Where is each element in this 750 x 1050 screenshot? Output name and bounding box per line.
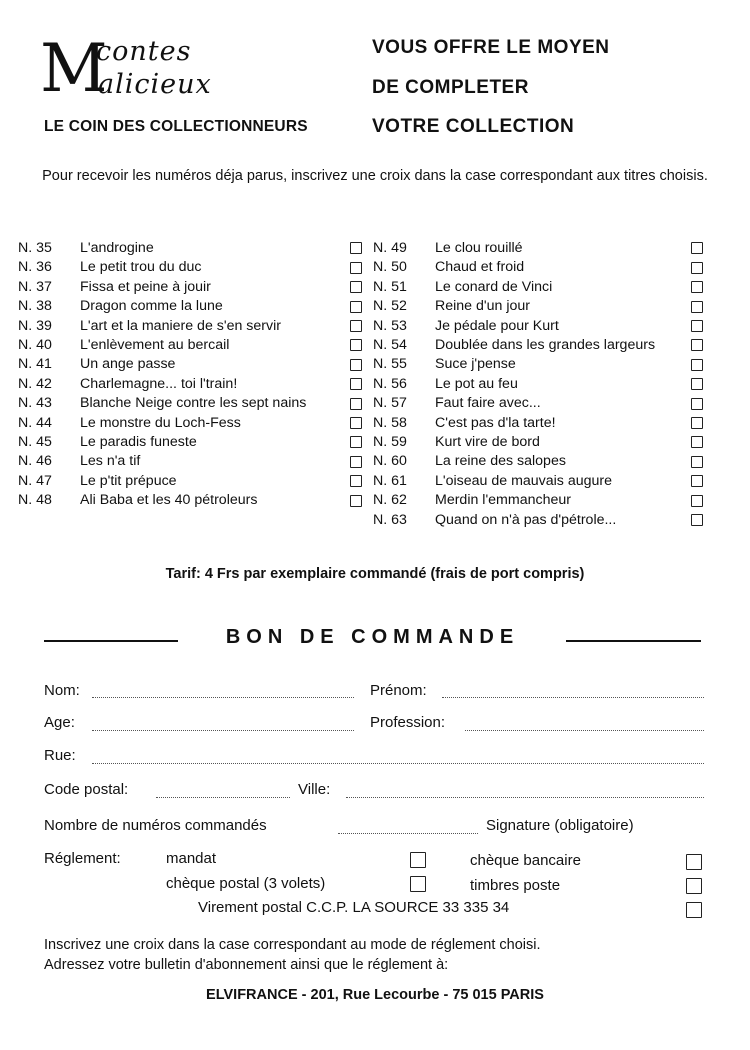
issue-item [18,491,368,510]
issue-title: Je pédale pour Kurt [435,317,559,334]
issue-checkbox[interactable] [350,339,362,351]
logo-initial: M [40,30,108,107]
issue-title: Le paradis funeste [80,434,197,451]
issue-checkbox[interactable] [350,398,362,410]
issue-number: N. 55 [373,356,407,373]
offer-line-1: VOUS OFFRE LE MOYEN [372,37,610,58]
code-postal-field[interactable] [156,797,290,798]
issue-item [18,355,368,374]
issue-title: Le monstre du Loch-Fess [80,414,241,431]
nom-field[interactable] [92,697,354,698]
issue-item [373,278,713,297]
issue-title: L'enlèvement au bercail [80,337,230,354]
rue-field[interactable] [92,763,704,764]
postal-address: ELVIFRANCE - 201, Rue Lecourbe - 75 015 PARIS [206,987,544,1003]
issue-title: L'oiseau de mauvais augure [435,472,613,489]
issue-item [373,433,713,452]
issue-item [373,452,713,471]
issue-checkbox[interactable] [691,495,703,507]
timbres-label: timbres poste [470,877,561,894]
issue-number: N. 48 [18,492,52,509]
logo-word-malicieux: alicieux [98,69,212,100]
address-instruction: Adressez votre bulletin d'abonnement ainsi que le réglement à: [44,957,449,973]
issue-item [18,297,368,316]
issue-checkbox[interactable] [350,495,362,507]
virement-label: Virement postal C.C.P. LA SOURCE 33 335 34 [198,899,510,916]
offer-line-2: DE COMPLETER [372,77,529,98]
virement-checkbox[interactable] [686,902,702,918]
nombre-field[interactable] [338,833,478,834]
offer-line-3: VOTRE COLLECTION [372,116,575,137]
issue-item [373,511,713,530]
cheque-postal-checkbox[interactable] [410,876,426,892]
issue-checkbox[interactable] [691,436,703,448]
issue-number: N. 44 [18,414,52,431]
issue-item [373,472,713,491]
cheque-bancaire-checkbox[interactable] [686,854,702,870]
issue-number: N. 41 [18,356,52,373]
issue-checkbox[interactable] [350,301,362,313]
issue-number: N. 43 [18,395,52,412]
issue-title: Le clou rouillé [435,240,523,256]
issue-title: Chaud et froid [435,259,525,276]
issue-title: Ali Baba et les 40 pétroleurs [80,492,258,509]
issue-checkbox[interactable] [691,514,703,526]
issue-checkbox[interactable] [691,475,703,487]
issue-number: N. 51 [373,278,407,295]
issue-checkbox[interactable] [350,436,362,448]
issue-number: N. 62 [373,492,407,509]
title-rule-left [44,640,178,642]
issue-number: N. 57 [373,395,407,412]
prenom-field[interactable] [442,697,704,698]
issue-title: Le p'tit prépuce [80,472,177,489]
age-field[interactable] [92,730,354,731]
title-rule-right [566,640,701,642]
profession-field[interactable] [465,730,704,731]
issue-number: N. 46 [18,453,52,470]
issue-checkbox[interactable] [350,475,362,487]
profession-label: Profession: [370,714,446,731]
section-title: LE COIN DES COLLECTIONNEURS [44,118,308,135]
issue-number: N. 40 [18,337,52,354]
issue-item [18,278,368,297]
issue-item [373,336,713,355]
issue-number: N. 52 [373,298,407,315]
issue-item [373,239,713,258]
issue-title: L'art et la maniere de s'en servir [80,317,281,334]
issue-title: Merdin l'emmancheur [435,492,571,509]
issue-checkbox[interactable] [691,242,703,254]
ville-field[interactable] [346,797,704,798]
issue-title: Kurt vire de bord [435,434,540,451]
issue-number: N. 63 [373,511,407,528]
issue-number: N. 50 [373,259,407,276]
signature-label: Signature (obligatoire) [486,817,634,834]
issue-number: N. 54 [373,337,407,354]
issue-number: N. 59 [373,434,407,451]
rue-label: Rue: [44,747,76,764]
issue-title: Un ange passe [80,356,176,373]
issue-item [18,452,368,471]
issue-number: N. 56 [373,375,407,392]
issue-number: N. 36 [18,259,52,276]
issue-title: Le pot au feu [435,375,518,392]
issue-title: Doublée dans les grandes largeurs [435,337,656,354]
issue-number: N. 35 [18,240,52,256]
issue-number: N. 45 [18,434,52,451]
issue-title: Le conard de Vinci [435,278,553,295]
issue-item [373,355,713,374]
issue-title: Le petit trou du duc [80,259,202,276]
issue-checkbox[interactable] [691,320,703,332]
issue-number: N. 58 [373,414,407,431]
issue-checkbox[interactable] [350,281,362,293]
issue-number: N. 38 [18,298,52,315]
issue-checkbox[interactable] [691,417,703,429]
issue-number: N. 39 [18,317,52,334]
instruction-note: Inscrivez une croix dans la case correspondant au mode de réglement choisi. [44,937,541,953]
issue-item [18,394,368,413]
price-note: Tarif: 4 Frs par exemplaire commandé (frais de port compris) [165,566,585,582]
issue-checkbox[interactable] [350,359,362,371]
issue-checkbox[interactable] [691,262,703,274]
issue-title: La reine des salopes [435,453,566,470]
cheque-postal-label: chèque postal (3 volets) [166,875,326,892]
issue-number: N. 42 [18,375,52,392]
issue-number: N. 53 [373,317,407,334]
issue-checkbox[interactable] [691,339,703,351]
issue-item [18,375,368,394]
issue-item [18,258,368,277]
intro-text: Pour recevoir les numéros déja parus, inscrivez une croix dans la case correspondant aux titres choisis. [42,168,708,184]
issue-item [373,414,713,433]
issue-title: Quand on n'à pas d'pétrole... [435,511,617,528]
issue-column-left [18,239,368,511]
logo-word-contes: contes [96,36,192,67]
issue-title: Blanche Neige contre les sept nains [80,395,307,412]
issue-item [373,258,713,277]
issue-title: Fissa et peine à jouir [80,278,211,295]
issue-item [18,414,368,433]
prenom-label: Prénom: [370,682,427,699]
ville-label: Ville: [298,781,331,798]
mandat-checkbox[interactable] [410,852,426,868]
issue-item [373,394,713,413]
issue-title: Dragon comme la lune [80,298,223,315]
mandat-label: mandat [166,850,217,867]
nom-label: Nom: [44,682,80,699]
issue-item [373,375,713,394]
issue-checkbox[interactable] [691,359,703,371]
issue-checkbox[interactable] [691,456,703,468]
issue-list [0,239,750,559]
issue-checkbox[interactable] [350,378,362,390]
issue-checkbox[interactable] [350,456,362,468]
issue-checkbox[interactable] [691,281,703,293]
issue-column-right [373,239,713,530]
issue-number: N. 61 [373,472,407,489]
code-postal-label: Code postal: [44,781,129,798]
issue-number: N. 47 [18,472,52,489]
issue-title: L'androgine [80,240,154,256]
issue-checkbox[interactable] [350,320,362,332]
issue-item [18,472,368,491]
issue-checkbox[interactable] [691,301,703,313]
issue-number: N. 49 [373,240,407,256]
issue-title: Faut faire avec... [435,395,541,412]
issue-item [373,491,713,510]
issue-number: N. 60 [373,453,407,470]
issue-checkbox[interactable] [350,417,362,429]
cheque-bancaire-label: chèque bancaire [470,852,581,869]
issue-checkbox[interactable] [691,398,703,410]
magazine-logo [40,30,250,108]
issue-title: C'est pas d'la tarte! [435,414,556,431]
timbres-checkbox[interactable] [686,878,702,894]
issue-number: N. 37 [18,278,52,295]
issue-checkbox[interactable] [350,262,362,274]
order-form-title: BON DE COMMANDE [225,626,520,648]
age-label: Age: [44,714,75,731]
issue-title: Les n'a tif [80,453,141,470]
issue-checkbox[interactable] [691,378,703,390]
issue-item [18,336,368,355]
issue-item [18,239,368,258]
issue-title: Charlemagne... toi l'train! [80,375,238,392]
issue-item [18,317,368,336]
issue-item [373,317,713,336]
nombre-label: Nombre de numéros commandés [44,817,267,834]
issue-title: Suce j'pense [435,356,516,373]
issue-title: Reine d'un jour [435,298,530,315]
issue-item [373,297,713,316]
issue-checkbox[interactable] [350,242,362,254]
reglement-label: Réglement: [44,850,121,867]
issue-item [18,433,368,452]
